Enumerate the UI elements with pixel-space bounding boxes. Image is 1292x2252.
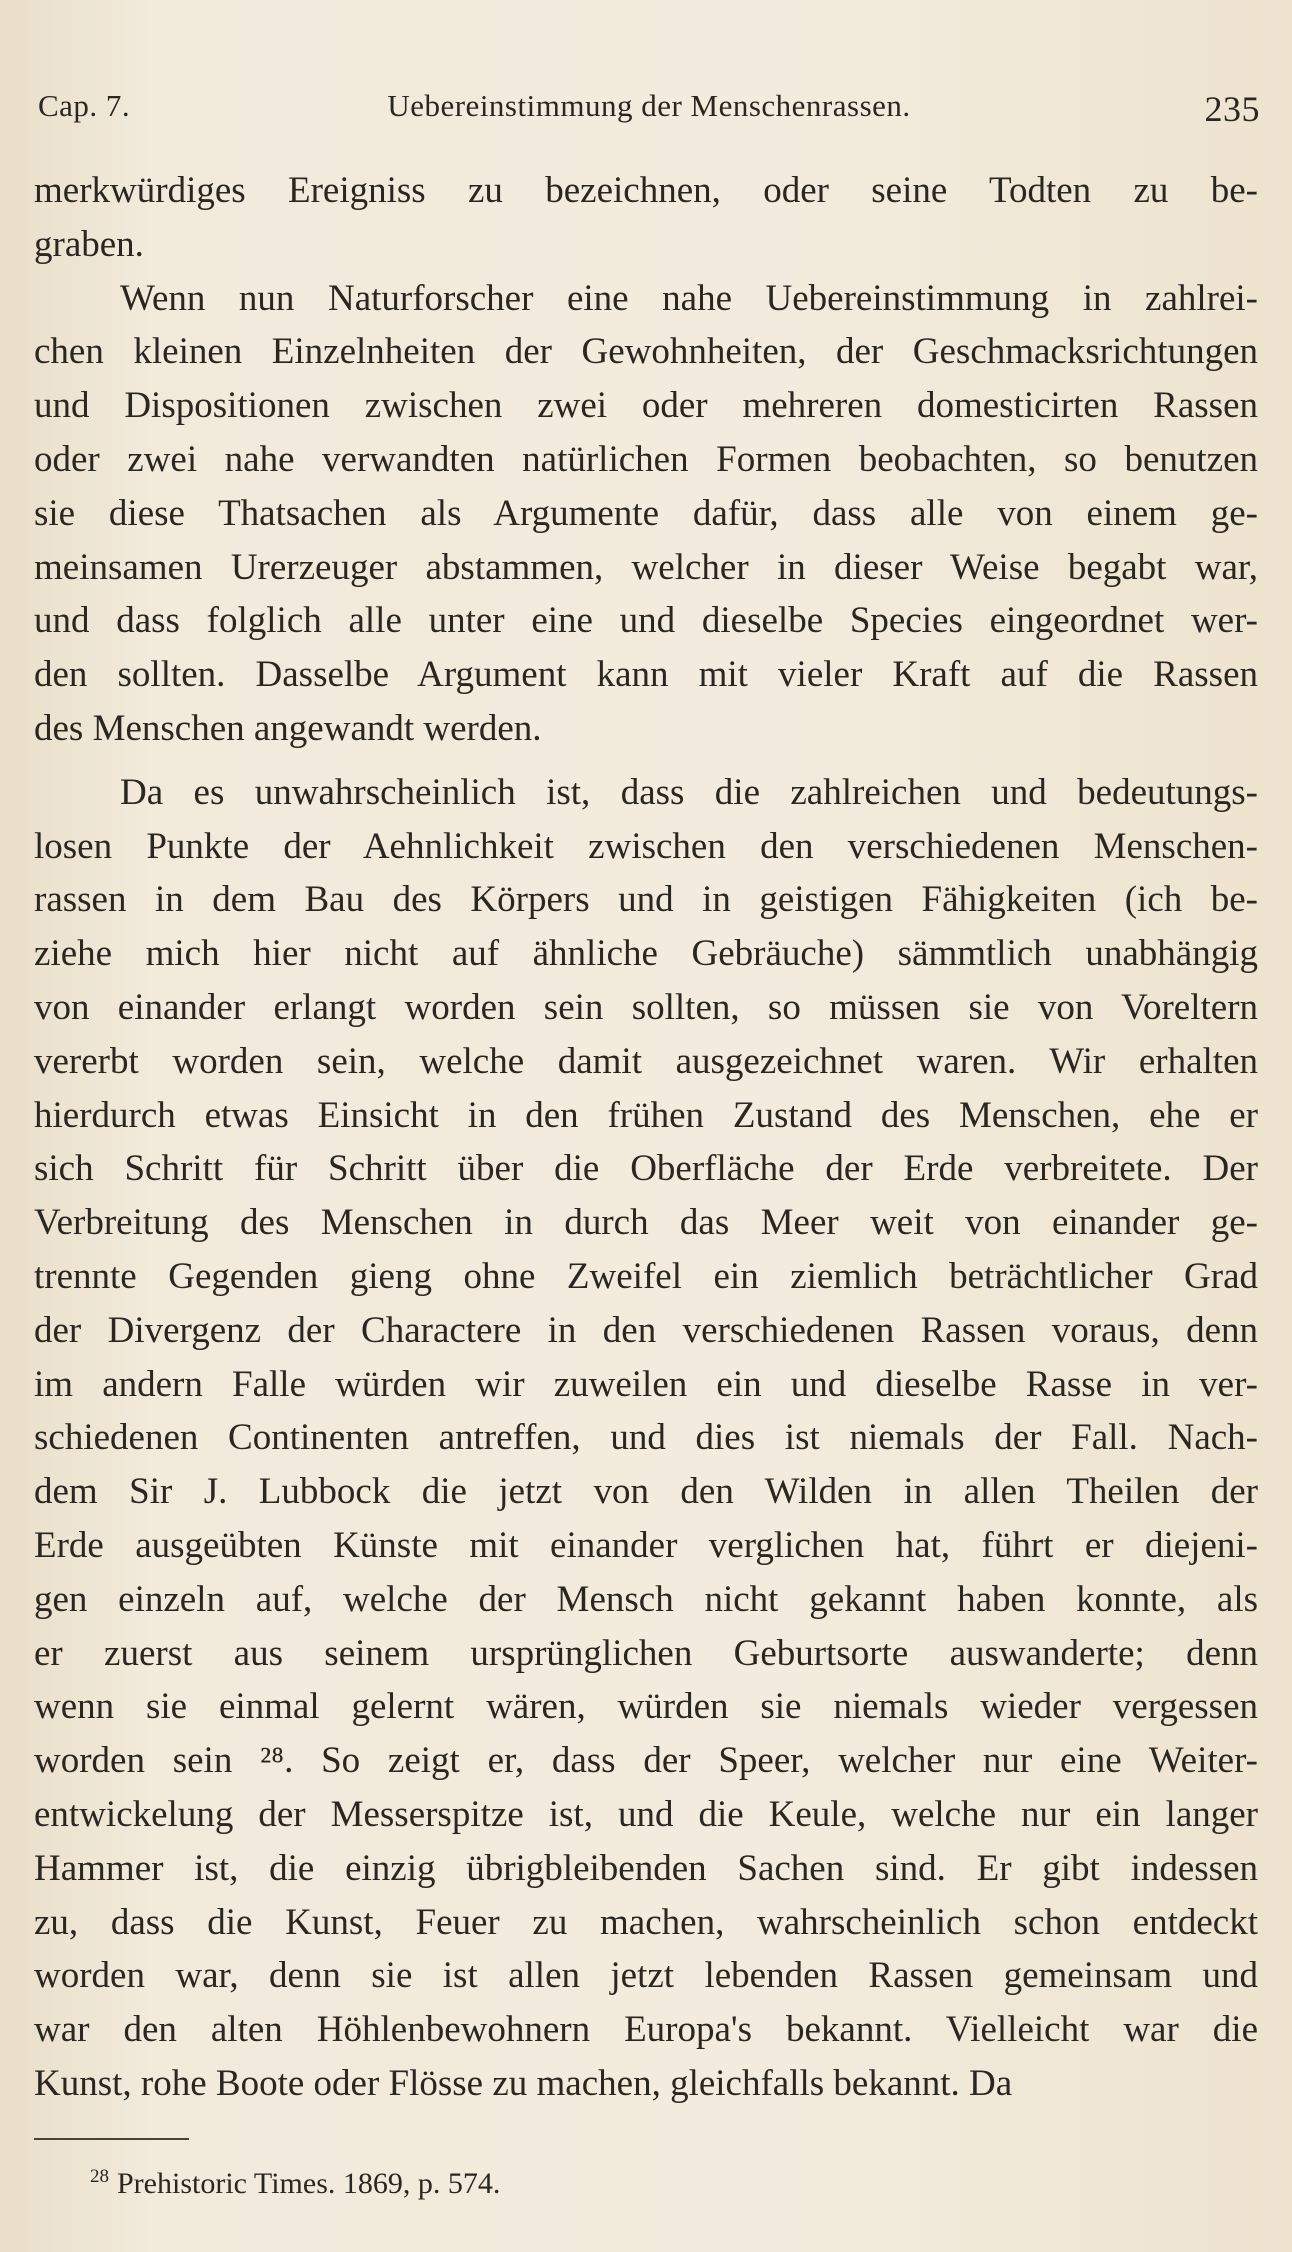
text-line: im andern Falle würden wir zuweilen ein und dieselbe Rasse in ver- [34, 1363, 1258, 1405]
paragraph-gap [34, 756, 1258, 766]
text-line: vererbt worden sein, welche damit ausgezeichnet waren. Wir erhalten [34, 1040, 1258, 1082]
footnote-divider [34, 2138, 189, 2140]
text-line: ziehe mich hier nicht auf ähnliche Gebräuche) sämmtlich unabhängig [34, 933, 1258, 975]
text-line: des Menschen angewandt werden. [34, 707, 542, 749]
body-text [34, 164, 1258, 2111]
text-line: sich Schritt für Schritt über die Oberfläche der Erde verbreitete. Der [34, 1148, 1258, 1190]
text-line: Wenn nun Naturforscher eine nahe Uebereinstimmung in zahlrei- [120, 277, 1258, 319]
text-line: chen kleinen Einzelnheiten der Gewohnheiten, der Geschmacksrichtungen [34, 331, 1258, 373]
text-line: und dass folglich alle unter eine und dieselbe Species eingeordnet wer- [34, 600, 1258, 642]
text-line: Verbreitung des Menschen in durch das Meer weit von einander ge- [34, 1202, 1258, 1244]
text-line: rassen in dem Bau des Körpers und in geistigen Fähigkeiten (ich be- [34, 879, 1258, 921]
text-line: trennte Gegenden gieng ohne Zweifel ein ziemlich beträchtlicher Grad [34, 1255, 1258, 1297]
text-line: merkwürdiges Ereigniss zu bezeichnen, oder seine Todten zu be- [34, 170, 1258, 211]
text-line: Hammer ist, die einzig übrigbleibenden Sachen sind. Er gibt indessen [34, 1847, 1258, 1889]
text-line: und Dispositionen zwischen zwei oder mehreren domesticirten Rassen [34, 385, 1258, 427]
text-line: er zuerst aus seinem ursprünglichen Geburtsorte auswanderte; denn [34, 1632, 1258, 1674]
footnote-mark: 28 [90, 2166, 109, 2187]
text-line: losen Punkte der Aehnlichkeit zwischen den verschiedenen Menschen- [34, 825, 1258, 867]
footnote [90, 2166, 500, 2201]
text-line: Kunst, rohe Boote oder Flösse zu machen, gleichfalls bekannt. Da [34, 2062, 1013, 2104]
text-line: von einander erlangt worden sein sollten, so müssen sie von Voreltern [34, 986, 1258, 1028]
text-line: hierdurch etwas Einsicht in den frühen Zustand des Menschen, ehe er [34, 1094, 1258, 1136]
running-title: Uebereinstimmung der Menschenrassen. [387, 88, 911, 123]
text-line: graben. [34, 223, 144, 265]
text-line: oder zwei nahe verwandten natürlichen Formen beobachten, so benutzen [34, 438, 1258, 480]
text-line: meinsamen Urerzeuger abstammen, welcher in dieser Weise begabt war, [34, 546, 1258, 588]
text-line: gen einzeln auf, welche der Mensch nicht gekannt haben konnte, als [34, 1578, 1258, 1620]
text-line: entwickelung der Messerspitze ist, und die Keule, welche nur ein langer [34, 1793, 1258, 1835]
text-line: zu, dass die Kunst, Feuer zu machen, wahrscheinlich schon entdeckt [34, 1901, 1258, 1943]
text-line: sie diese Thatsachen als Argumente dafür, dass alle von einem ge- [34, 492, 1258, 534]
chapter-label: Cap. 7. [38, 88, 131, 123]
text-line: Erde ausgeübten Künste mit einander verglichen hat, führt er diejeni- [34, 1524, 1258, 1566]
text-line: der Divergenz der Charactere in den verschiedenen Rassen voraus, denn [34, 1309, 1258, 1351]
running-header [38, 88, 1260, 138]
footnote-text: Prehistoric Times. 1869, p. 574. [117, 2167, 501, 2200]
text-line: schiedenen Continenten antreffen, und dies ist niemals der Fall. Nach- [34, 1417, 1258, 1459]
text-line: worden sein ²⁸. So zeigt er, dass der Speer, welcher nur eine Weiter- [34, 1740, 1258, 1782]
text-line: wenn sie einmal gelernt wären, würden sie niemals wieder vergessen [34, 1686, 1258, 1728]
text-line: war den alten Höhlenbewohnern Europa's bekannt. Vielleicht war die [34, 2009, 1258, 2051]
page-number: 235 [1204, 89, 1260, 129]
text-line: Da es unwahrscheinlich ist, dass die zahlreichen und bedeutungs- [120, 771, 1258, 813]
text-line: den sollten. Dasselbe Argument kann mit vieler Kraft auf die Rassen [34, 654, 1258, 696]
text-line: dem Sir J. Lubbock die jetzt von den Wilden in allen Theilen der [34, 1471, 1258, 1513]
text-line: worden war, denn sie ist allen jetzt lebenden Rassen gemeinsam und [34, 1955, 1258, 1997]
